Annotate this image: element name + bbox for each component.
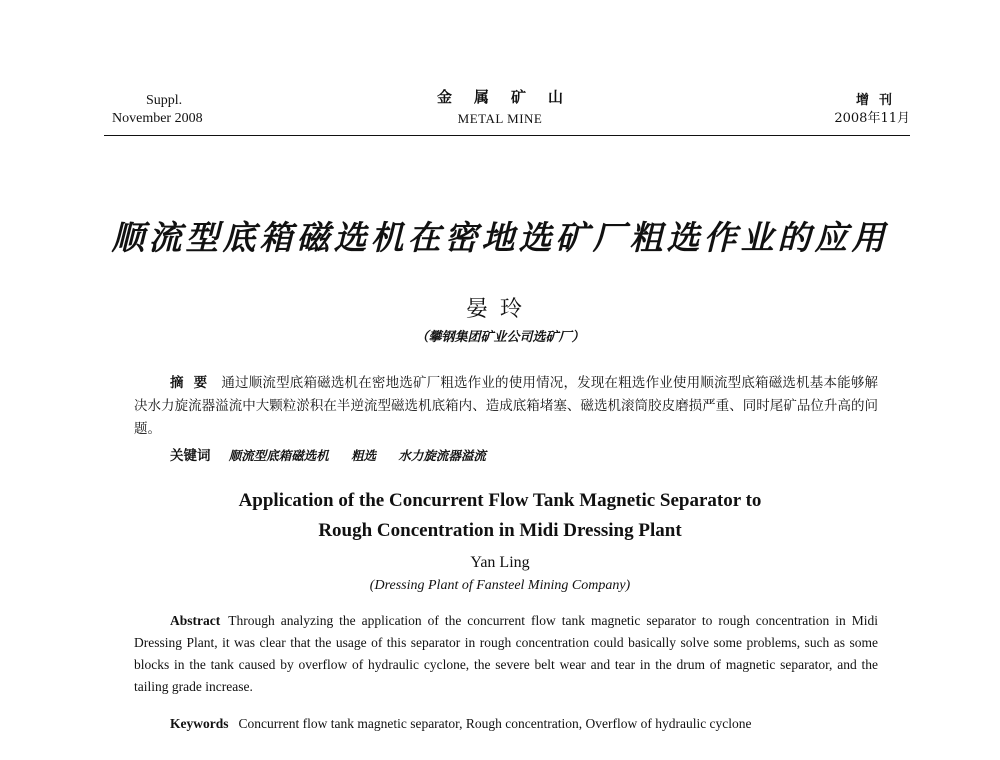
header-right <box>760 92 910 128</box>
abstract-label-cn: 摘要 <box>170 375 218 391</box>
paper-title-en <box>150 486 850 546</box>
supplement-label: Suppl. <box>146 93 183 108</box>
author-cn: 晏玲 <box>465 297 534 322</box>
abstract-label-en: Abstract <box>170 613 221 628</box>
abstract-en <box>134 610 878 698</box>
journal-name <box>400 88 600 128</box>
abstract-text-cn: 通过顺流型底箱磁选机在密地选矿厂粗选作业的使用情况，发现在粗选作业使用顺流型底箱磁选机基本能够解决水力旋流器溢流中大颗粒淤积在半逆流型磁选机底箱内、造成底箱堵塞、磁选机滚筒胶皮磨损严重、同时尾矿品位升高的问题。 <box>134 375 879 437</box>
journal-name-cn: 金属矿山 <box>436 88 585 106</box>
keywords-text-en: Concurrent flow tank magnetic separator, Rough concentration, Overflow of hydraulic cyclone <box>238 716 752 731</box>
keyword-cn: 顺流型底箱磁选机 <box>228 448 329 463</box>
paper-title-en-line1: Application of the Concurrent Flow Tank Magnetic Separator to <box>238 490 762 511</box>
paper-title-cn: 顺流型底箱磁选机在密地选矿厂粗选作业的应用 <box>111 218 889 257</box>
paper-title-en-line2: Rough Concentration in Midi Dressing Plant <box>318 520 682 541</box>
keywords-label-en: Keywords <box>170 716 229 731</box>
issue-date: November 2008 <box>112 111 203 126</box>
issue-date-cn: 2008年11月 <box>834 111 910 126</box>
header-rule <box>104 135 910 136</box>
keywords-cn <box>134 446 878 466</box>
affiliation-cn: （攀钢集团矿业公司选矿厂） <box>415 330 585 345</box>
author-en: Yan Ling <box>470 554 530 571</box>
keyword-cn: 水力旋流器溢流 <box>398 448 486 463</box>
keywords-en <box>134 714 878 734</box>
header-left <box>112 92 272 128</box>
abstract-text-en: Through analyzing the application of the concurrent flow tank magnetic separator to rough concentration in Midi Dressing Plant, it was clear that the usage of this separator in rough concentration could basically solve some problems, such as some blocks in the tank caused by overflow of hydraulic cyclone, the severe belt wear and tear in the drum of magnetic separator, and the tailing grade increase. <box>134 613 878 694</box>
affiliation-en: (Dressing Plant of Fansteel Mining Company) <box>369 578 631 593</box>
keyword-cn: 粗选 <box>351 448 377 463</box>
keywords-label-cn: 关键词 <box>170 448 211 464</box>
journal-name-en: METAL MINE <box>457 111 543 126</box>
supplement-label-cn: 增刊 <box>855 93 902 108</box>
abstract-cn <box>134 372 878 441</box>
